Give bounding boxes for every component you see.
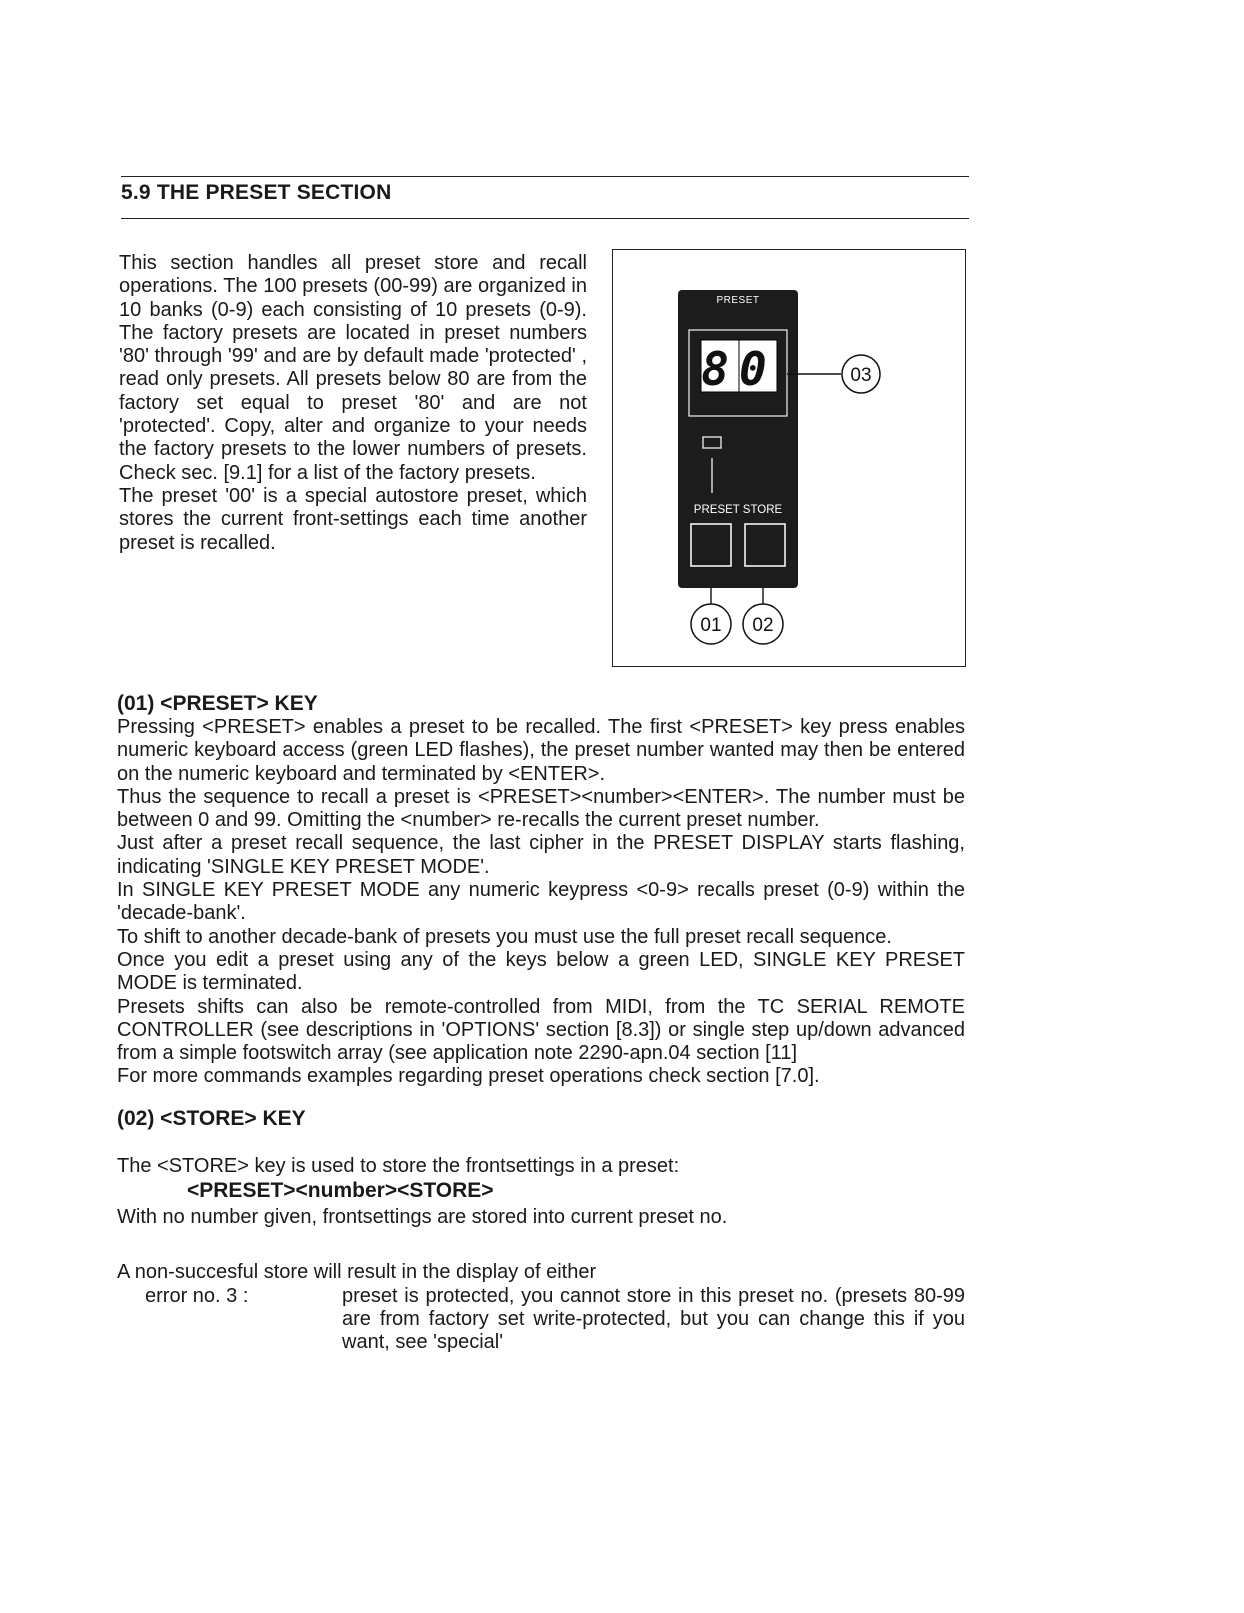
section-bottom-rule [121,218,969,219]
preset-display-value: 80 [701,342,777,396]
section-title: 5.9 THE PRESET SECTION [121,181,392,204]
error-row [117,1285,965,1355]
store-sequence: <PRESET><number><STORE> [187,1179,494,1203]
led-icon [703,437,721,448]
preset-key-paragraph: Pressing <PRESET> enables a preset to be recalled. The first <PRESET> key press enables numeric keyboard access (green LED flashes), the preset number wanted may then be entered on the numeric keyboard and terminated by <ENTER>. [117,716,965,785]
store-key-intro: The <STORE> key is used to store the frontsettings in a preset: [117,1154,680,1177]
section-top-rule [121,176,969,177]
callout-label-01: 01 [700,615,722,636]
error-label: error no. 3 : [145,1284,249,1307]
callout-label-02: 02 [752,615,774,636]
store-key-button [745,524,785,566]
intro-paragraph: This section handles all preset store and recall operations. The 100 presets (00-99) are organized in 10 banks (0-9) each consisting of 10 presets (0-9). The factory presets are located in preset numbers '80' through '99' and are by default made 'protected' , read only presets. All presets below 80 are from the factory set equal to preset '80' and are not 'protected'. Copy, alter and organize to your needs the factory presets to the lower numbers of presets. Check sec. [9.1] for a list of the factory presets. [119,252,587,484]
preset-key-heading: (01) <PRESET> KEY [117,692,318,715]
intro-text [119,252,587,555]
store-note: With no number given, frontsettings are stored into current preset no. [117,1206,728,1229]
panel-label: PRESET [716,295,760,306]
intro-paragraph: The preset '00' is a special autostore preset, which stores the current front-settings each time another preset is recalled. [119,484,587,554]
preset-key-paragraph: Once you edit a preset using any of the keys below a green LED, SINGLE KEY PRESET MODE is terminated. [117,948,965,995]
preset-panel-figure [612,249,966,667]
preset-key-paragraph: Thus the sequence to recall a preset is <PRESET><number><ENTER>. The number must be between 0 and 99. Omitting the <number> re-recalls the current preset number. [117,785,965,832]
store-key-heading: (02) <STORE> KEY [117,1106,306,1130]
preset-key-paragraph: To shift to another decade-bank of presets you must use the full preset recall sequence. [117,925,892,948]
preset-key-paragraph: For more commands examples regarding preset operations check section [7.0]. [117,1065,820,1088]
preset-key-paragraph: Just after a preset recall sequence, the last cipher in the PRESET DISPLAY starts flashing, indicating 'SINGLE KEY PRESET MODE'. [117,832,965,878]
preset-key-button [691,524,731,566]
preset-key-paragraph: In SINGLE KEY PRESET MODE any numeric keypress <0-9> recalls preset (0-9) within the 'decade-bank'. [117,879,965,925]
body-text [117,692,965,1355]
error-text: preset is protected, you cannot store in this preset no. (presets 80-99 are from factory set write-protected, but you can change this if you want, see 'special' [342,1284,965,1354]
error-intro: A non-succesful store will result in the display of either [117,1261,597,1284]
callout-label-03: 03 [850,365,872,386]
preset-panel-diagram [613,250,967,668]
preset-key-paragraph: Presets shifts can also be remote-controlled from MIDI, from the TC SERIAL REMOTE CONTROLLER (see descriptions in 'OPTIONS' section [8.3]) or single step up/down advanced from a simple footswitch array (see application note 2290-apn.04 section [11] [117,995,965,1065]
keys-label: PRESET STORE [693,504,783,516]
